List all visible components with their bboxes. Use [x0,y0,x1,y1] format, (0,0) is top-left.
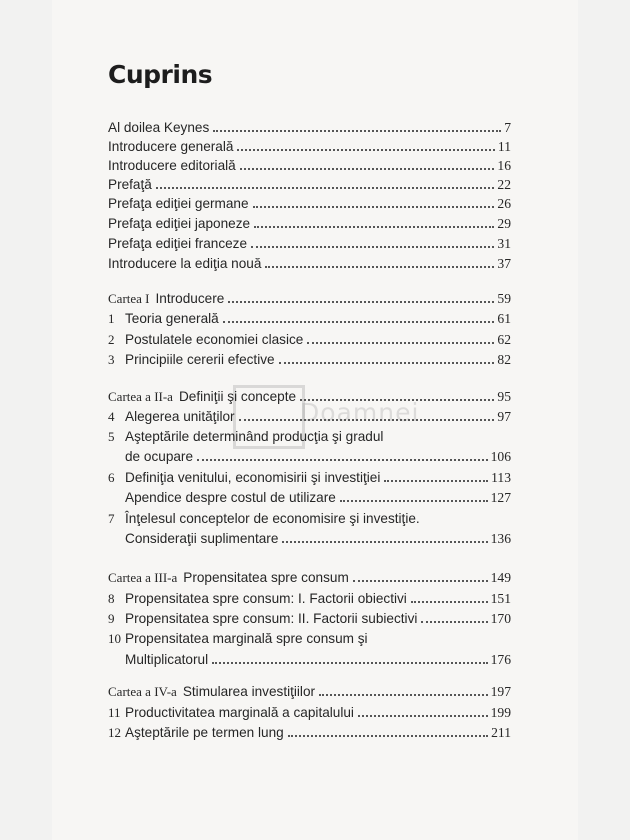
toc-entry-continuation [125,650,511,669]
chapter-number: 6 [108,470,115,485]
entry-title: Alegerea unităţilor [125,409,235,424]
entry-title-continued: Multiplicatorul [125,652,209,667]
toc-entry [108,118,511,137]
leader-dots [340,500,488,502]
leader-dots [353,580,488,582]
toc-entry [108,427,511,446]
entry-title: Aşteptările determinând producţia şi gradul [125,429,384,444]
leader-dots [251,246,494,248]
leader-dots [300,399,494,401]
toc-entry [108,589,511,608]
chapter-number: 7 [108,511,115,526]
chapter-number: 4 [108,409,115,424]
leader-dots [156,187,495,189]
toc-part-entry [108,387,511,406]
entry-title: Postulatele economiei clasice [125,332,304,347]
entry-title: Prefaţa ediţiei japoneze [108,216,251,231]
page-title: Cuprins [108,60,213,89]
entry-title: Prefaţa ediţiei germane [108,196,249,211]
chapter-number: 9 [108,611,115,626]
part-label: Cartea a III-a [108,570,178,585]
toc-entry [108,350,511,369]
entry-title: Propensitatea marginală spre consum şi [125,631,368,646]
entry-title: Propensitatea spre consum: I. Factorii obiectivi [125,591,407,606]
leader-dots [358,715,488,717]
chapter-number: 1 [108,311,115,326]
part-label: Cartea a IV-a [108,684,177,699]
toc-part-entry [108,568,511,587]
toc-entry [108,509,511,528]
part-label: Cartea I [108,291,150,306]
page-number: 29 [497,216,511,231]
toc-entry [108,309,511,328]
chapter-number: 11 [108,705,121,720]
toc-entry [108,609,511,628]
leader-dots [237,149,494,151]
leader-dots [319,694,488,696]
chapter-number: 2 [108,332,115,347]
entry-title: Definiţii şi concepte [178,389,297,404]
leader-dots [213,130,501,132]
entry-title: Productivitatea marginală a capitalului [125,705,354,720]
page-number: 59 [497,291,511,306]
toc-entry [108,137,511,156]
page-number: 176 [490,652,511,667]
leader-dots [239,419,495,421]
page-number: 61 [497,311,511,326]
toc-part-entry [108,682,511,701]
toc-entry-continuation [125,447,511,466]
page-number: 136 [490,531,511,546]
entry-title: Al doilea Keynes [108,120,210,135]
page-number: 95 [497,389,511,404]
entry-title: Introducere generală [108,139,234,154]
toc-entry [108,488,511,507]
toc-entry [108,194,511,213]
entry-title: Principiile cererii efective [125,352,275,367]
toc-entry-continuation [125,529,511,548]
entry-title: Propensitatea spre consum: II. Factorii subiectivi [125,611,418,626]
toc-entry [108,723,511,742]
page-number: 37 [497,256,511,271]
leader-dots [421,621,487,623]
page-number: 7 [504,120,511,135]
toc-entry [108,407,511,426]
leader-dots [253,206,495,208]
chapter-number: 10 [108,631,121,646]
chapter-number: 12 [108,725,121,740]
page-number: 106 [490,449,511,464]
page-number: 151 [490,591,511,606]
entry-title: Teoria generală [125,311,219,326]
entry-title: Propensitatea spre consum [183,570,349,585]
entry-title-continued: de ocupare [125,449,194,464]
leader-dots [384,480,488,482]
page-number: 127 [490,490,511,505]
leader-dots [223,321,495,323]
part-label: Cartea a II-a [108,389,173,404]
page-number: 199 [490,705,511,720]
chapter-number: 5 [108,429,115,444]
leader-dots [240,168,495,170]
entry-title: Înţelesul conceptelor de economisire şi investiţie. [125,511,420,526]
page-number: 170 [490,611,511,626]
page-number: 26 [497,196,511,211]
leader-dots [265,266,494,268]
chapter-number: 3 [108,352,115,367]
toc-entry [108,254,511,273]
leader-dots [307,342,494,344]
page-number: 11 [497,139,511,154]
entry-title: Definiţia venitului, economisirii şi investiţiei [125,470,381,485]
entry-title: Apendice despre costul de utilizare [125,490,336,505]
toc-entry [108,468,511,487]
leader-dots [411,601,488,603]
entry-title: Prefaţa ediţiei franceze [108,236,248,251]
page-number: 211 [491,725,511,740]
page-number: 97 [497,409,511,424]
leader-dots [279,362,495,364]
toc-entry [108,703,511,722]
page-number: 62 [497,332,511,347]
entry-title: Aşteptările pe termen lung [125,725,284,740]
page-number: 82 [497,352,511,367]
page-number: 22 [497,177,511,192]
watermark-text: Doamnei [300,398,420,427]
page-number: 31 [497,236,511,251]
toc-entry [108,330,511,349]
chapter-number: 8 [108,591,115,606]
toc-entry [108,234,511,253]
leader-dots [212,662,488,664]
entry-title-continued: Consideraţii suplimentare [125,531,279,546]
leader-dots [197,459,488,461]
leader-dots [282,541,487,543]
leader-dots [288,735,488,737]
page-number: 16 [497,158,511,173]
leader-dots [254,226,494,228]
page-number: 113 [491,470,511,485]
toc-entry [108,156,511,175]
toc-entry [108,214,511,233]
leader-dots [228,301,494,303]
entry-title: Introducere [155,291,225,306]
toc-entry [108,629,511,648]
entry-title: Introducere la ediţia nouă [108,256,262,271]
toc-part-entry [108,289,511,308]
entry-title: Introducere editorială [108,158,236,173]
page-number: 197 [490,684,511,699]
entry-title: Prefaţă [108,177,152,192]
toc-entry [108,175,511,194]
page-number: 149 [490,570,511,585]
entry-title: Stimularea investiţiilor [182,684,316,699]
